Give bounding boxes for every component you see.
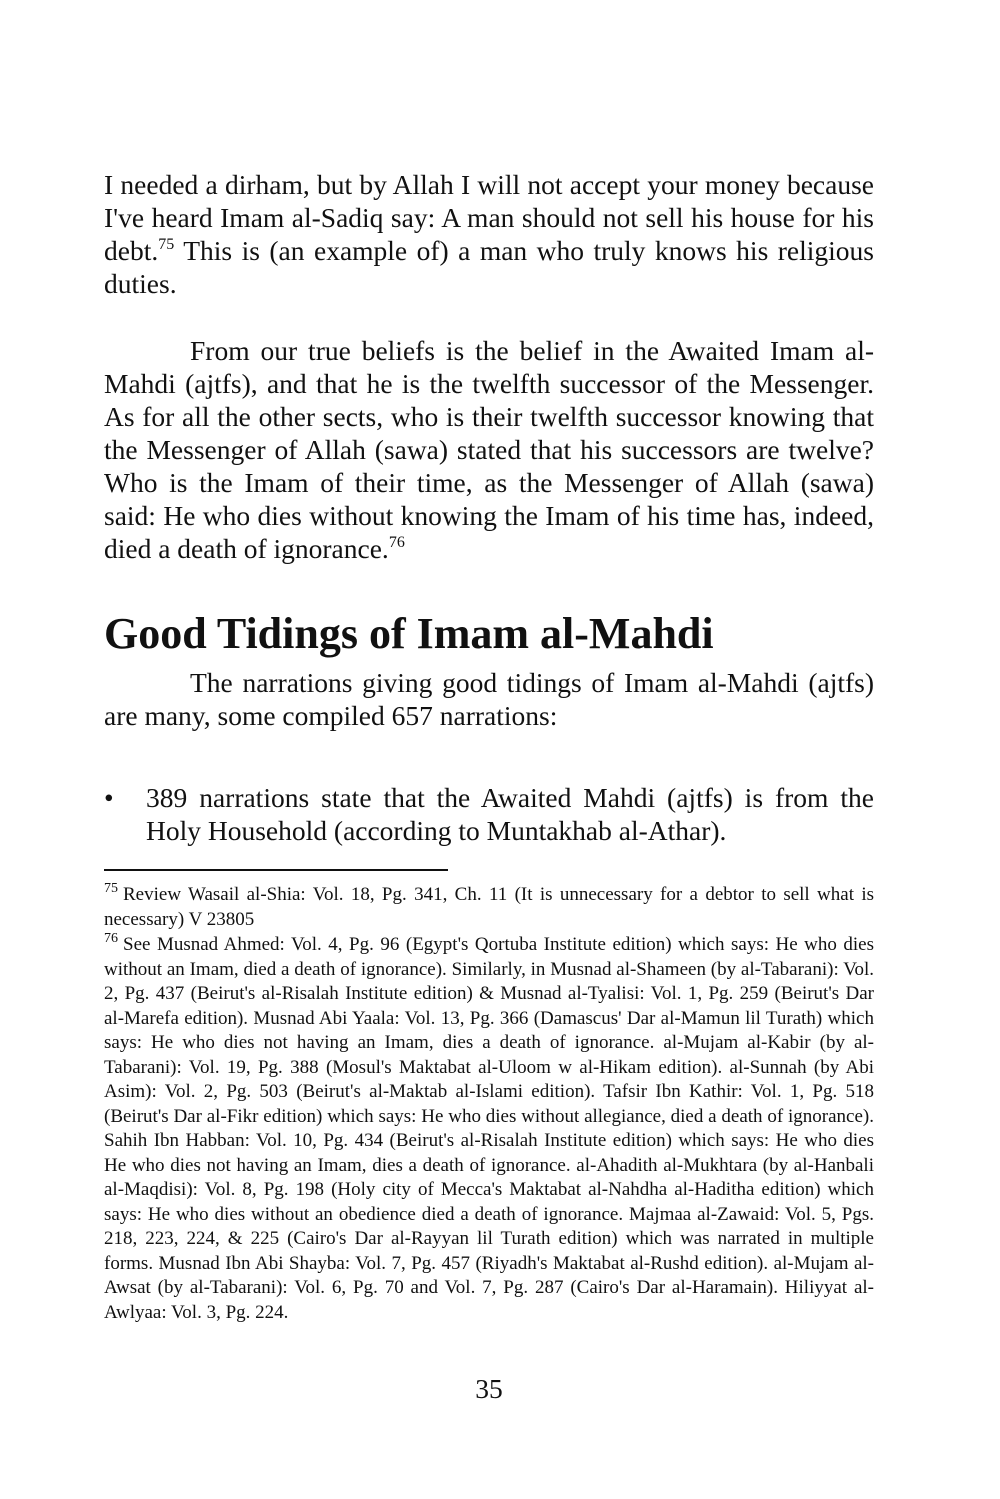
footnote-76 (104, 933, 874, 1325)
bullet-marker: • (104, 782, 114, 813)
footnote-text: See Musnad Ahmed: Vol. 4, Pg. 96 (Egypt's Qortuba Institute edition) which says: He who dies without an Imam, died a death of ignorance). Similarly, in Musnad al-Shameen (by al-Tabarani): Vol. 2, Pg. 437 (Beirut's al-Risalah Institute edition) & Musnad al-Tyalisi: Vol. 1, Pg. 259 (Beirut's Dar al-Marefa edition). Musnad Abi Yaala: Vol. 13, Pg. 366 (Damascus' Dar al-Mamun lil Turath) which says: He who dies not having an Imam, dies a death of ignorance. al-Mujam al-Kabir (by al-Tabarani): Vol. 19, Pg. 388 (Mosul's Maktabat al-Uloom w al-Hikam edition). al-Sunnah (by Abi Asim): Vol. 2, Pg. 503 (Beirut's al-Maktab al-Islami edition). Tafsir Ibn Kathir: Vol. 1, Pg. 518 (Beirut's Dar al-Fikr edition) which says: He who dies without allegiance, died a death of ignorance). Sahih Ibn Habban: Vol. 10, Pg. 434 (Beirut's al-Risalah Institute edition) which says: He who dies He who dies not having an Imam, dies a death of ignorance. al-Ahadith al-Mukhtara (by al-Hanbali al-Maqdisi): Vol. 8, Pg. 198 (Holy city of Mecca's Maktabat al-Nahdha al-Haditha edition) which says: He who dies without an obedience died a death of ignorance. Majmaa al-Zawaid: Vol. 5, Pgs. 218, 223, 224, & 225 (Cairo's Dar al-Rayyan lil Turath edition) which was narrated in multiple forms. Musnad Ibn Abi Shayba: Vol. 7, Pg. 457 (Riyadh's Maktabat al-Rushd edition). al-Mujam al-Awsat (by al-Tabarani): Vol. 6, Pg. 70 and Vol. 7, Pg. 287 (Cairo's Dar al-Haramain). Hiliyyat al-Awlyaa: Vol. 3, Pg. 224. (104, 934, 874, 1323)
page-number: 35 (475, 1373, 503, 1404)
footnote-number: 75 (104, 881, 118, 896)
footnote-reference-75[interactable]: 75 (158, 236, 175, 253)
section-heading: Good Tidings of Imam al-Mahdi (104, 609, 714, 658)
bullet-text: 389 narrations state that the Awaited Mahdi (ajtfs) is from the Holy Household (according to Muntakhab al-Athar). (146, 782, 874, 846)
footnote-text: Review Wasail al-Shia: Vol. 18, Pg. 341, Ch. 11 (It is unnecessary for a debtor to sell what is necessary) V 23805 (104, 884, 874, 930)
body-paragraph-continued (104, 168, 874, 300)
body-paragraph-narrations: The narrations giving good tidings of Imam al-Mahdi (ajtfs) are many, some compiled 657 narrations: (104, 667, 874, 731)
paragraph-text: This is (an example of) a man who truly knows his religious duties. (104, 235, 874, 299)
footnote-reference-76[interactable]: 76 (388, 534, 405, 551)
footnote-divider (104, 869, 448, 871)
footnote-number: 76 (104, 931, 118, 946)
paragraph-text: I needed a dirham, but by Allah I will not accept your money because I've heard Imam al-Sadiq say: A man should not sell his house for his debt. (104, 169, 874, 266)
footnote-75 (104, 883, 874, 932)
body-paragraph-beliefs (104, 334, 874, 565)
paragraph-text: From our true beliefs is the belief in the Awaited Imam al-Mahdi (ajtfs), and that he is the twelfth successor of the Messenger. As for all the other sects, who is their twelfth successor knowing that the Messenger of Allah (sawa) stated that his successors are twelve? Who is the Imam of their time, as the Messenger of Allah (sawa) said: He who dies without knowing the Imam of his time has, indeed, died a death of ignorance. (104, 335, 874, 564)
bullet-list-item (104, 781, 874, 847)
footnotes-section (104, 883, 874, 1326)
